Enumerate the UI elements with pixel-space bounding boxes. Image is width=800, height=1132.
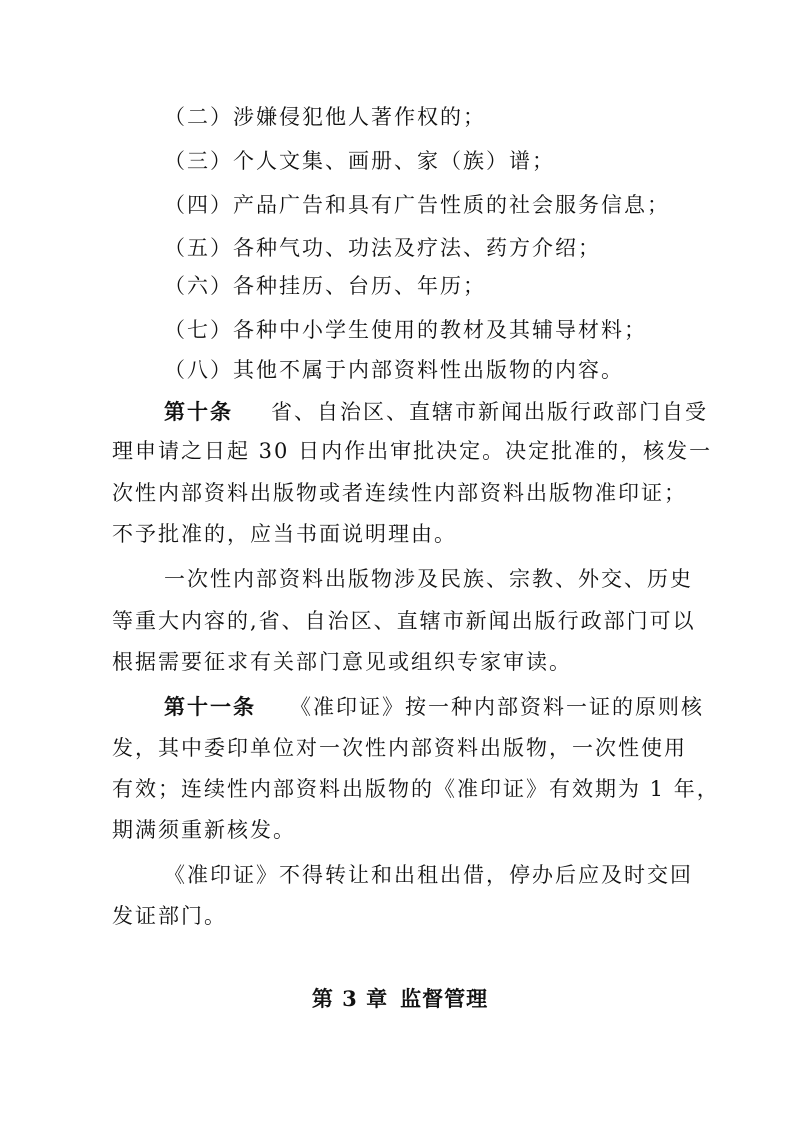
- article-10-line-4: 不予批准的，应当书面说明理由。: [112, 522, 457, 546]
- article-11-text: 《准印证》按一种内部资料一证的原则核: [290, 695, 704, 719]
- article-10-text: 省、自治区、直辖市新闻出版行政部门自受: [271, 400, 708, 424]
- article-11-line-3: 有效；连续性内部资料出版物的《准印证》有效期为 1 年，: [112, 777, 720, 801]
- article-10-line-3: 次性内部资料出版物或者连续性内部资料出版物准印证；: [112, 481, 687, 505]
- list-item-6: （六）各种挂历、台历、年历；: [164, 274, 486, 298]
- article-10-first-line: [164, 398, 708, 426]
- list-item-3: （三）个人文集、画册、家（族）谱；: [164, 149, 555, 173]
- article-10-para-2-line-3: 根据需要征求有关部门意见或组织专家审读。: [112, 650, 572, 674]
- article-10-para-2-line-1: 一次性内部资料出版物涉及民族、宗教、外交、历史: [164, 567, 693, 591]
- list-item-4: （四）产品广告和具有广告性质的社会服务信息；: [164, 193, 670, 217]
- article-11-line-4: 期满须重新核发。: [112, 818, 296, 842]
- article-11-line-2: 发，其中委印单位对一次性内部资料出版物，一次性使用: [112, 736, 687, 760]
- article-10-heading: 第十条: [164, 399, 233, 424]
- article-10-line-2: 理申请之日起 30 日内作出审批决定。决定批准的，核发一: [112, 439, 713, 463]
- chapter-number: 第 3 章: [311, 986, 389, 1011]
- article-11-para-2-line-1: 《准印证》不得转让和出租出借，停办后应及时交回: [164, 863, 693, 887]
- chapter-heading: [0, 985, 800, 1013]
- article-10-para-2-line-2: 等重大内容的,省、自治区、直辖市新闻出版行政部门可以: [112, 609, 696, 633]
- article-11-first-line: [164, 693, 704, 721]
- list-item-2: （二）涉嫌侵犯他人著作权的；: [164, 105, 486, 129]
- article-11-heading: 第十一条: [164, 694, 256, 719]
- list-item-5: （五）各种气功、功法及疗法、药方介绍；: [164, 236, 601, 260]
- chapter-title: 监督管理: [400, 986, 489, 1011]
- article-11-para-2-line-2: 发证部门。: [112, 904, 227, 928]
- list-item-8: （八）其他不属于内部资料性出版物的内容。: [164, 358, 624, 382]
- list-item-7: （七）各种中小学生使用的教材及其辅导材料；: [164, 318, 647, 342]
